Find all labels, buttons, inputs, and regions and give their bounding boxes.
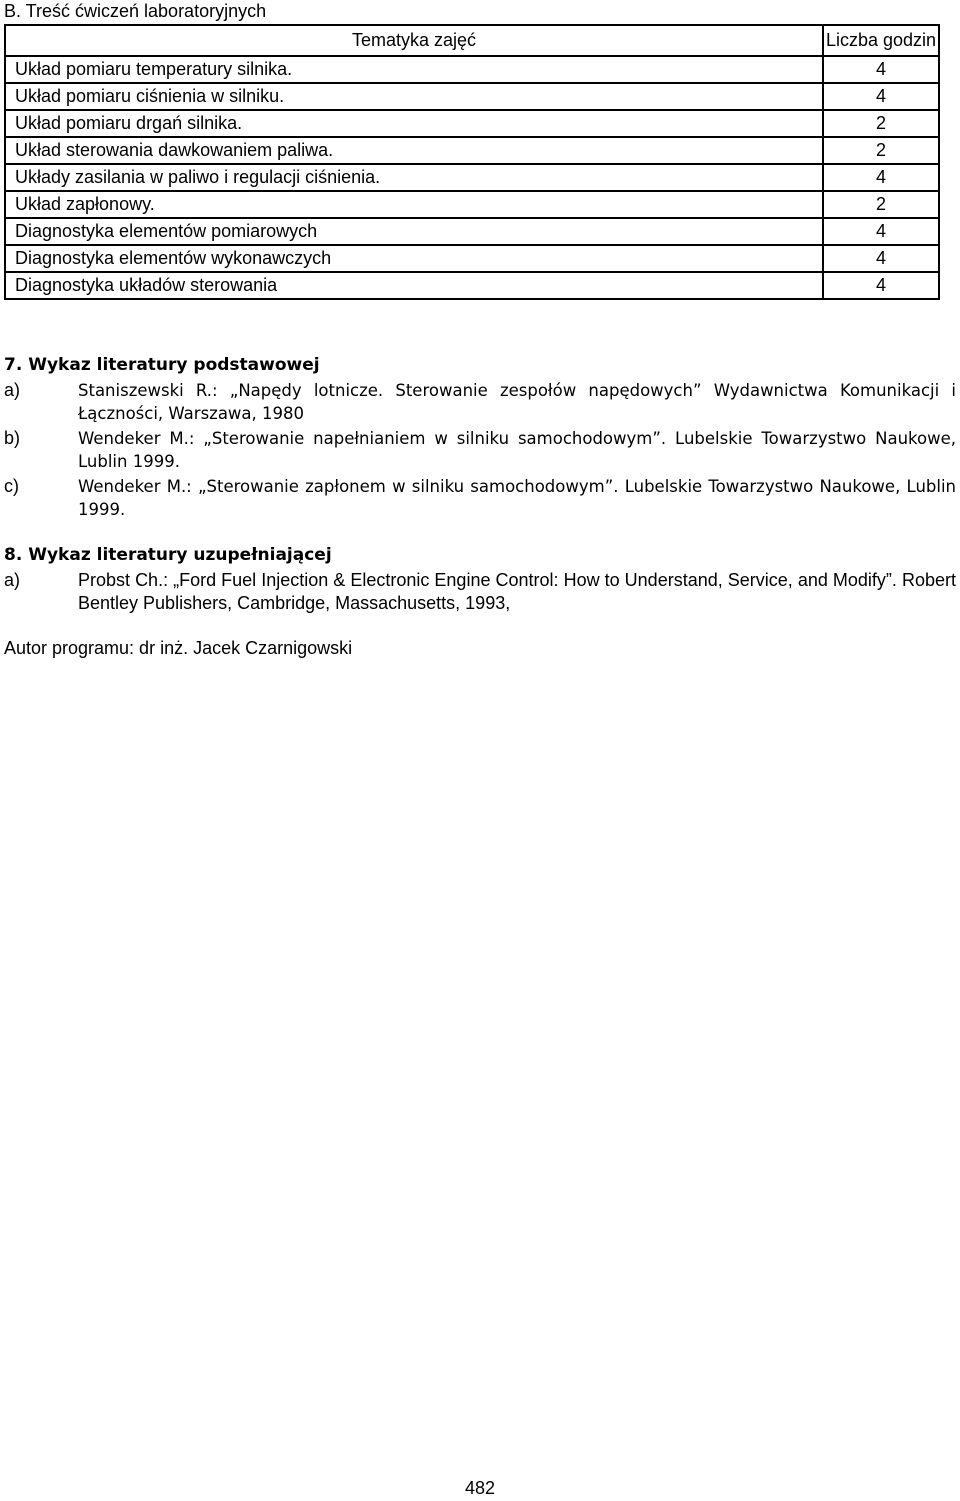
hours-cell: 2 xyxy=(823,110,939,137)
literature-item xyxy=(4,379,956,425)
topic-cell: Układ sterowania dawkowaniem paliwa. xyxy=(5,137,823,164)
topic-cell: Układy zasilania w paliwo i regulacji ciśnienia. xyxy=(5,164,823,191)
item-marker: a) xyxy=(4,380,21,400)
item-text: Wendeker M.: „Sterowanie zapłonem w silniku samochodowym”. Lubelskie Towarzystwo Naukowe, Lublin 1999. xyxy=(78,477,956,519)
item-marker: c) xyxy=(4,476,19,496)
table-row xyxy=(5,83,939,110)
item-text: Probst Ch.: „Ford Fuel Injection & Electronic Engine Control: How to Understand, Service, and Modify”. Robert Bentley Publishers, Cambridge, Massachusetts, 1993, xyxy=(78,570,956,613)
hours-cell: 4 xyxy=(823,83,939,110)
table-row xyxy=(5,137,939,164)
topic-cell: Układ zapłonowy. xyxy=(5,191,823,218)
hours-cell: 2 xyxy=(823,137,939,164)
hours-cell: 4 xyxy=(823,164,939,191)
topic-cell: Układ pomiaru ciśnienia w silniku. xyxy=(5,83,823,110)
page-number: 482 xyxy=(464,1478,496,1498)
item-text: Wendeker M.: „Sterowanie napełnianiem w silniku samochodowym”. Lubelskie Towarzystwo Naukowe, Lublin 1999. xyxy=(78,429,956,471)
item-marker: a) xyxy=(4,570,21,590)
program-author: Autor programu: dr inż. Jacek Czarnigowski xyxy=(4,638,353,658)
hours-cell: 4 xyxy=(823,272,939,299)
header-hours-label: Liczba godzin xyxy=(825,30,937,50)
lab-topics-table xyxy=(4,24,940,300)
topic-cell: Układ pomiaru temperatury silnika. xyxy=(5,56,823,83)
literature-item xyxy=(4,569,956,615)
topic-cell: Diagnostyka elementów wykonawczych xyxy=(5,245,823,272)
literature-primary-heading: 7. Wykaz literatury podstawowej xyxy=(4,355,320,375)
hours-cell: 4 xyxy=(823,245,939,272)
table-row xyxy=(5,245,939,272)
literature-item xyxy=(4,427,956,473)
literature-primary-list xyxy=(4,379,956,521)
table-row xyxy=(5,218,939,245)
literature-supplementary-list xyxy=(4,569,956,615)
header-hours xyxy=(823,25,939,56)
section-heading: B. Treść ćwiczeń laboratoryjnych xyxy=(4,1,267,21)
hours-cell: 2 xyxy=(823,191,939,218)
table-header-row xyxy=(5,25,939,56)
table-row xyxy=(5,191,939,218)
table-row xyxy=(5,164,939,191)
item-marker: b) xyxy=(4,428,21,448)
header-topic: Tematyka zajęć xyxy=(5,25,823,56)
table-row xyxy=(5,272,939,299)
topic-cell: Diagnostyka elementów pomiarowych xyxy=(5,218,823,245)
hours-cell: 4 xyxy=(823,56,939,83)
topic-cell: Diagnostyka układów sterowania xyxy=(5,272,823,299)
table-row xyxy=(5,56,939,83)
table-row xyxy=(5,110,939,137)
item-text: Staniszewski R.: „Napędy lotnicze. Sterowanie zespołów napędowych” Wydawnictwa Komunikacji i Łączności, Warszawa, 1980 xyxy=(78,381,956,423)
literature-item xyxy=(4,475,956,521)
topic-cell: Układ pomiaru drgań silnika. xyxy=(5,110,823,137)
literature-supplementary-heading: 8. Wykaz literatury uzupełniającej xyxy=(4,545,332,565)
hours-cell: 4 xyxy=(823,218,939,245)
literature-primary xyxy=(4,353,956,521)
literature-supplementary xyxy=(4,543,956,615)
